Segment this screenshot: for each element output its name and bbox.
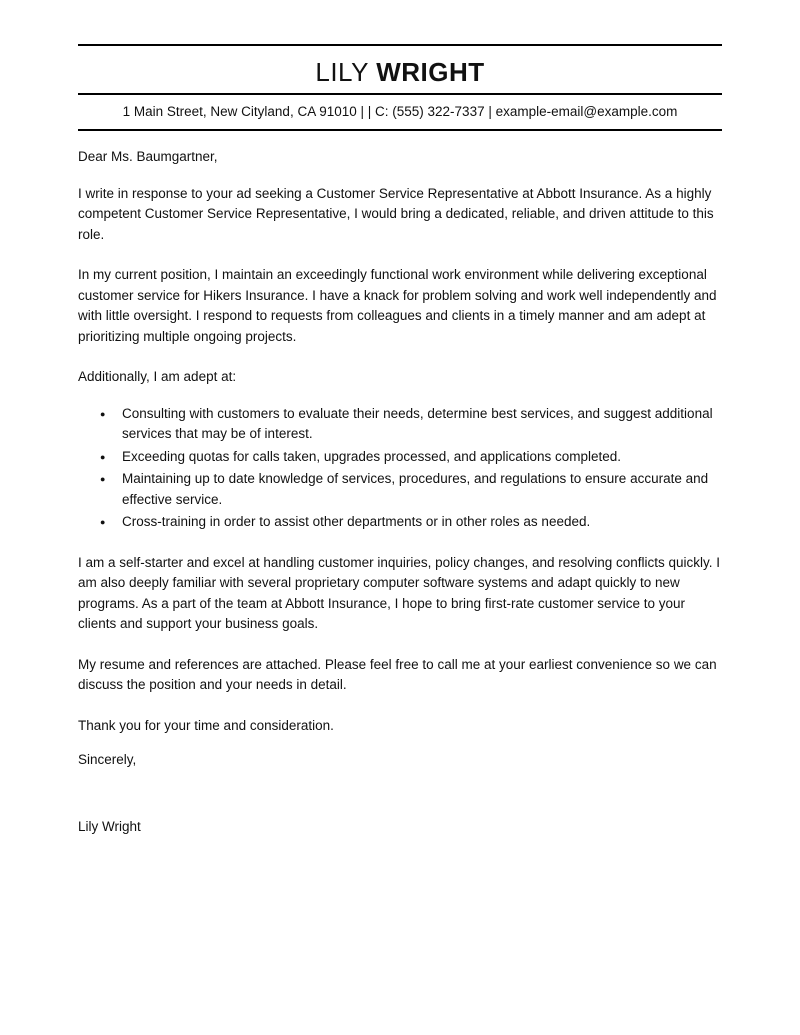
last-name: WRIGHT	[376, 57, 485, 87]
closing-line: Thank you for your time and consideration.	[78, 717, 334, 733]
paragraph-3: Additionally, I am adept at:	[78, 369, 237, 384]
letter-body	[78, 147, 722, 837]
paragraph-5: My resume and references are attached. Please feel free to call me at your earliest convenience so we can discuss the position and your needs in detail.	[78, 656, 717, 692]
first-name: LILY	[315, 57, 369, 87]
paragraph-1: I write in response to your ad seeking a Customer Service Representative at Abbott Insurance. As a highly competent Customer Service Representative, I would bring a dedicated, reliable, and driven attitude to this role.	[78, 185, 714, 242]
paragraph-2: In my current position, I maintain an exceedingly functional work environment while delivering exceptional customer service for Hikers Insurance. I have a knack for problem solving and work well independently and with little oversight. I respond to requests from colleagues and clients in a timely manner and am adept at prioritizing multiple ongoing projects.	[78, 267, 717, 344]
signature-name: Lily Wright	[78, 818, 141, 834]
salutation: Dear Ms. Baumgartner,	[78, 149, 218, 164]
skills-list	[78, 404, 722, 533]
list-item: ● Maintaining up to date knowledge of services, procedures, and regulations to ensure accurate and effective service.	[110, 469, 722, 510]
page-title	[78, 57, 722, 87]
list-item: ● Exceeding quotas for calls taken, upgrades processed, and applications completed.	[110, 447, 722, 468]
contact-line: 1 Main Street, New Cityland, CA 91010 | | C: (555) 322-7337 | example-email@example.com	[122, 104, 678, 119]
paragraph-4: I am a self-starter and excel at handling customer inquiries, policy changes, and resolving conflicts quickly. I am also deeply familiar with several proprietary computer software systems and adapt quickly to new programs. As a part of the team at Abbott Insurance, I hope to bring first-rate customer service to your clients and support your business goals.	[78, 554, 721, 631]
list-item: ● Consulting with customers to evaluate their needs, determine best services, and suggest additional services that may be of interest.	[110, 404, 722, 445]
contact-bar	[78, 95, 722, 131]
list-item: ● Cross-training in order to assist other departments or in other roles as needed.	[110, 512, 722, 533]
letterhead	[78, 44, 722, 95]
cover-letter	[78, 44, 722, 851]
signoff: Sincerely,	[78, 752, 137, 767]
